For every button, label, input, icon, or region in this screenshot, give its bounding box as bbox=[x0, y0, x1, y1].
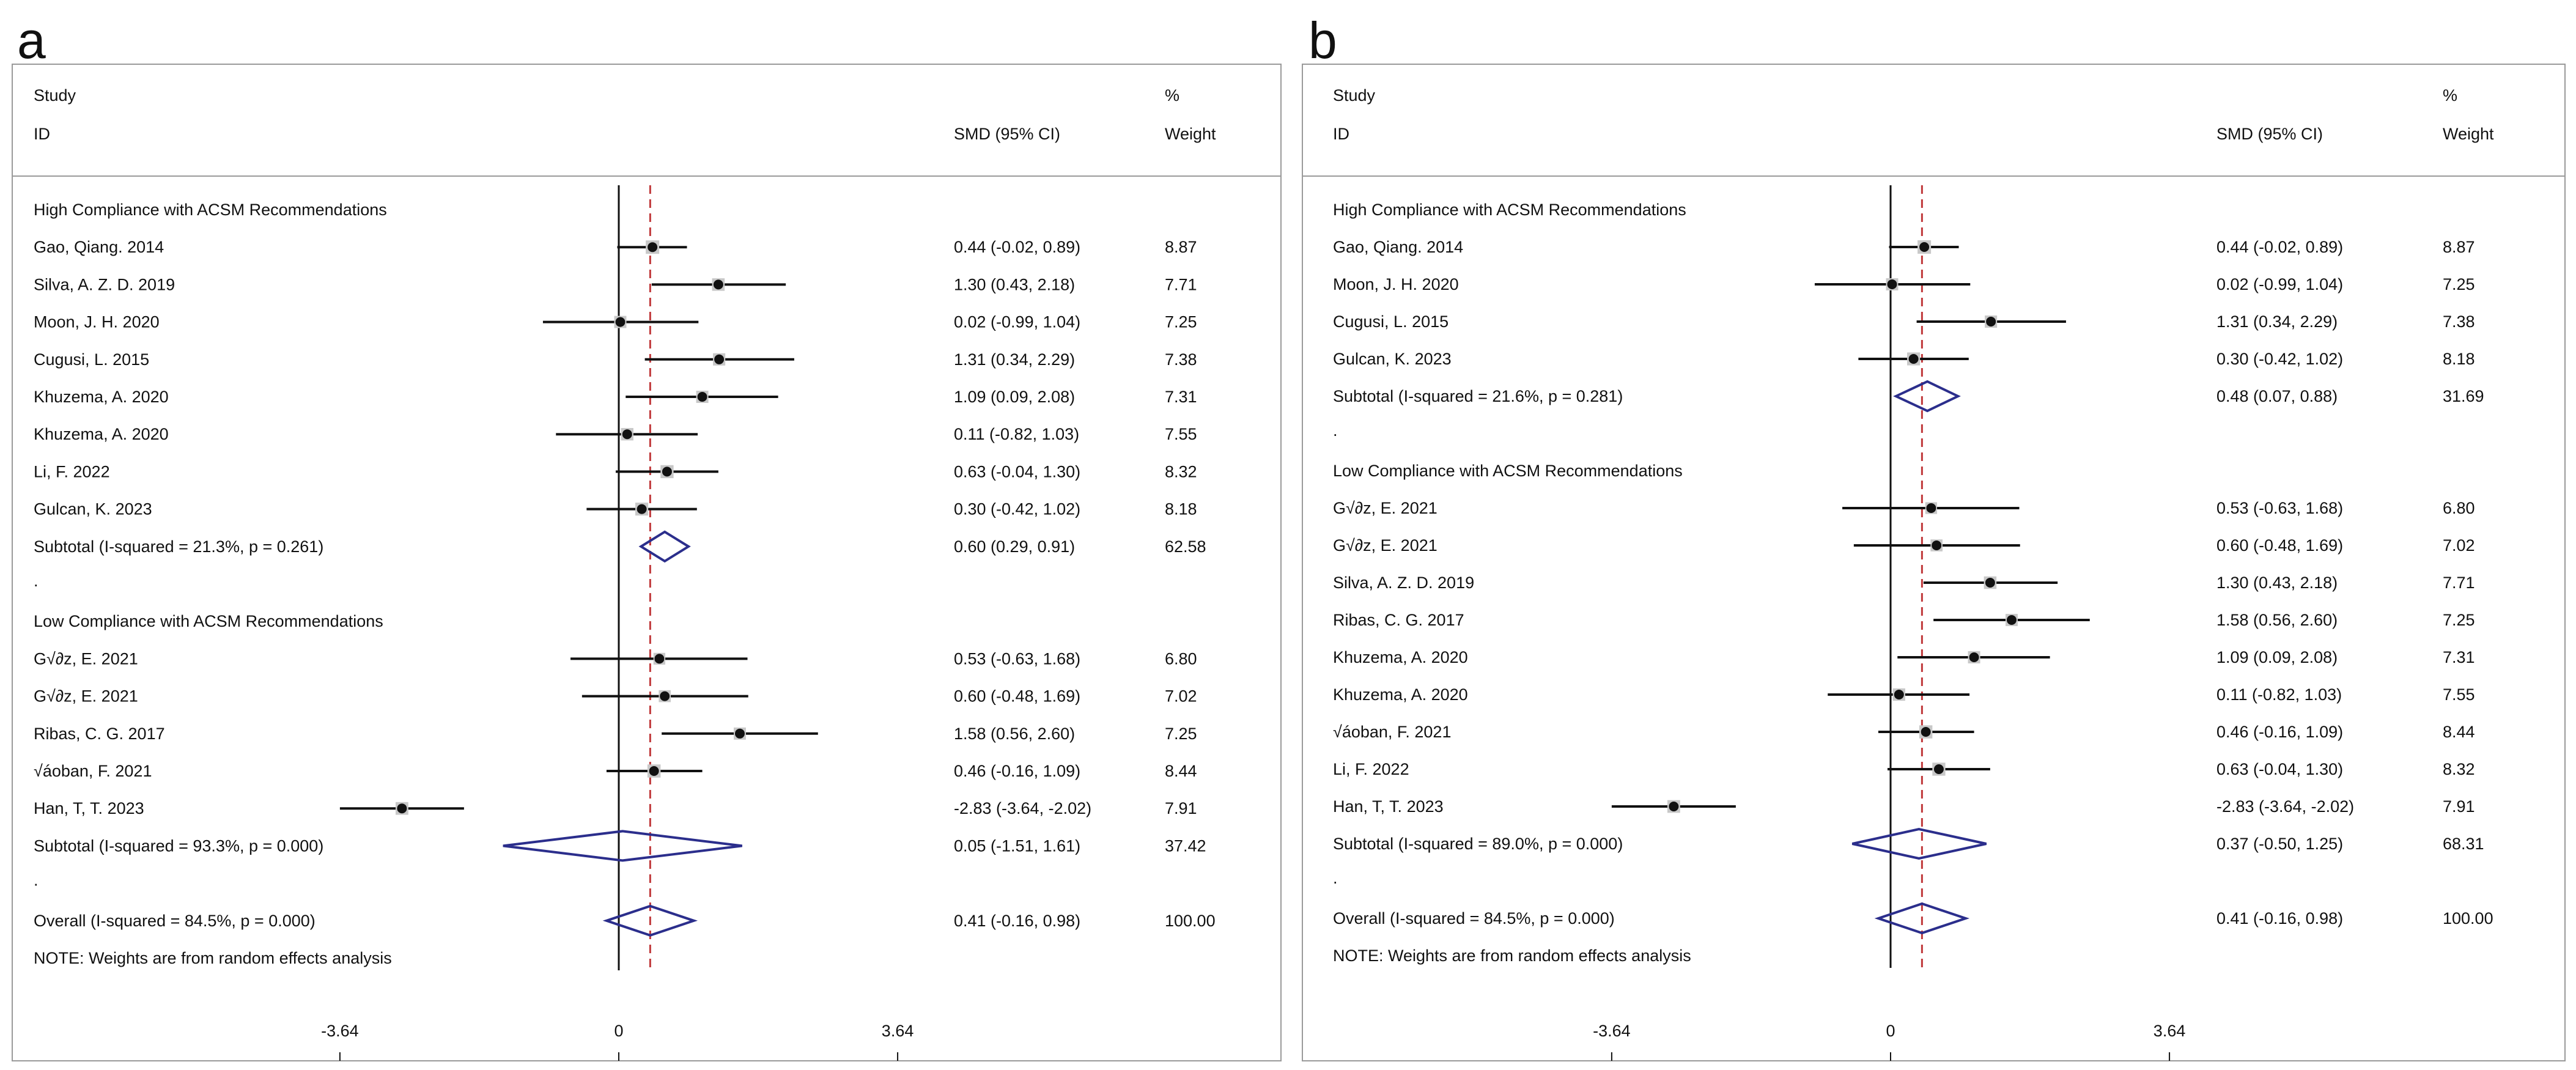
subtotal-weight-text: 62.58 bbox=[1165, 537, 1206, 556]
study-label: Khuzema, A. 2020 bbox=[1333, 685, 1468, 704]
subgroup-heading: High Compliance with ACSM Recommendations bbox=[34, 201, 387, 219]
header-id: ID bbox=[34, 125, 50, 143]
subgroup-heading: Low Compliance with ACSM Recommendations bbox=[34, 612, 383, 631]
study-label: Moon, J. H. 2020 bbox=[34, 312, 160, 331]
point-estimate bbox=[1921, 727, 1931, 737]
point-estimate bbox=[1919, 242, 1929, 252]
weight-text: 8.18 bbox=[1165, 500, 1197, 518]
study-label: G√∂z, E. 2021 bbox=[1333, 536, 1437, 555]
study-label: Gao, Qiang. 2014 bbox=[34, 238, 164, 257]
effect-estimate-text: -2.83 (-3.64, -2.02) bbox=[2216, 797, 2355, 816]
overall-label: Overall (I-squared = 84.5%, p = 0.000) bbox=[1333, 909, 1615, 928]
effect-estimate-text: 1.58 (0.56, 2.60) bbox=[2216, 611, 2338, 629]
point-estimate bbox=[735, 729, 745, 739]
point-estimate bbox=[714, 355, 724, 364]
x-tick-label: 3.64 bbox=[2153, 1022, 2186, 1040]
x-tick-label: 0 bbox=[614, 1022, 624, 1040]
weight-text: 8.44 bbox=[1165, 762, 1197, 780]
subtotal-weight-text: 68.31 bbox=[2443, 835, 2484, 853]
weight-text: 7.31 bbox=[1165, 388, 1197, 406]
study-label: Ribas, C. G. 2017 bbox=[34, 724, 165, 743]
note-text: NOTE: Weights are from random effects analysis bbox=[1333, 946, 1691, 965]
subgroup-heading: High Compliance with ACSM Recommendations bbox=[1333, 201, 1686, 219]
point-estimate bbox=[698, 392, 707, 402]
point-estimate bbox=[1888, 279, 1897, 289]
subtotal-effect-text: 0.60 (0.29, 0.91) bbox=[954, 537, 1076, 556]
effect-estimate-text: 1.58 (0.56, 2.60) bbox=[954, 724, 1076, 743]
weight-text: 7.71 bbox=[2443, 574, 2475, 592]
weight-text: 8.44 bbox=[2443, 723, 2475, 741]
x-tick-label: -3.64 bbox=[321, 1022, 359, 1040]
effect-estimate-text: 0.60 (-0.48, 1.69) bbox=[954, 687, 1081, 706]
header-pct: % bbox=[2443, 86, 2458, 105]
weight-text: 7.31 bbox=[2443, 648, 2475, 666]
weight-text: 8.32 bbox=[2443, 760, 2475, 778]
overall-effect-text: 0.41 (-0.16, 0.98) bbox=[954, 911, 1081, 930]
effect-estimate-text: 1.30 (0.43, 2.18) bbox=[954, 275, 1076, 294]
effect-estimate-text: 0.63 (-0.04, 1.30) bbox=[2216, 760, 2344, 778]
study-label: Li, F. 2022 bbox=[1333, 760, 1409, 778]
study-label: √áoban, F. 2021 bbox=[34, 762, 152, 780]
study-label: Moon, J. H. 2020 bbox=[1333, 275, 1459, 293]
point-estimate bbox=[662, 467, 672, 476]
study-label: Gulcan, K. 2023 bbox=[34, 500, 152, 518]
effect-estimate-text: 0.46 (-0.16, 1.09) bbox=[954, 762, 1081, 780]
x-tick-label: 3.64 bbox=[881, 1022, 914, 1040]
overall-weight-text: 100.00 bbox=[1165, 911, 1216, 930]
panel-label: b bbox=[1308, 12, 1337, 69]
effect-estimate-text: -2.83 (-3.64, -2.02) bbox=[954, 799, 1092, 818]
weight-text: 7.02 bbox=[1165, 687, 1197, 706]
point-estimate bbox=[1986, 317, 1996, 327]
subgroup-heading: Low Compliance with ACSM Recommendations bbox=[1333, 462, 1683, 480]
point-estimate bbox=[397, 803, 407, 813]
effect-estimate-text: 0.44 (-0.02, 0.89) bbox=[2216, 238, 2344, 256]
spacer-dot: . bbox=[34, 871, 39, 890]
header-study: Study bbox=[34, 86, 76, 105]
point-estimate bbox=[637, 504, 647, 514]
study-label: Khuzema, A. 2020 bbox=[1333, 648, 1468, 666]
study-label: Han, T, T. 2023 bbox=[1333, 797, 1444, 816]
overall-effect-text: 0.41 (-0.16, 0.98) bbox=[2216, 909, 2344, 928]
weight-text: 8.32 bbox=[1165, 462, 1197, 481]
effect-estimate-text: 1.31 (0.34, 2.29) bbox=[2216, 312, 2338, 331]
effect-estimate-text: 0.63 (-0.04, 1.30) bbox=[954, 462, 1081, 481]
overall-label: Overall (I-squared = 84.5%, p = 0.000) bbox=[34, 911, 316, 930]
effect-estimate-text: 0.11 (-0.82, 1.03) bbox=[2216, 685, 2342, 704]
point-estimate bbox=[1909, 354, 1919, 364]
point-estimate bbox=[1932, 541, 1941, 550]
weight-text: 7.55 bbox=[2443, 685, 2475, 704]
subtotal-label: Subtotal (I-squared = 93.3%, p = 0.000) bbox=[34, 836, 324, 855]
weight-text: 7.91 bbox=[1165, 799, 1197, 818]
study-label: Cugusi, L. 2015 bbox=[34, 350, 150, 369]
weight-text: 7.02 bbox=[2443, 536, 2475, 555]
study-label: Silva, A. Z. D. 2019 bbox=[34, 275, 175, 294]
weight-text: 7.25 bbox=[1165, 312, 1197, 331]
subtotal-label: Subtotal (I-squared = 21.6%, p = 0.281) bbox=[1333, 387, 1623, 405]
subtotal-weight-text: 37.42 bbox=[1165, 836, 1206, 855]
point-estimate bbox=[714, 279, 723, 289]
effect-estimate-text: 0.11 (-0.82, 1.03) bbox=[954, 425, 1080, 444]
subtotal-label: Subtotal (I-squared = 89.0%, p = 0.000) bbox=[1333, 835, 1623, 853]
effect-estimate-text: 1.31 (0.34, 2.29) bbox=[954, 350, 1076, 369]
weight-text: 8.87 bbox=[2443, 238, 2475, 256]
weight-text: 7.38 bbox=[2443, 312, 2475, 331]
effect-estimate-text: 0.02 (-0.99, 1.04) bbox=[954, 312, 1081, 331]
spacer-dot: . bbox=[34, 572, 39, 590]
spacer-dot: . bbox=[1333, 421, 1338, 440]
weight-text: 8.87 bbox=[1165, 238, 1197, 257]
effect-estimate-text: 0.30 (-0.42, 1.02) bbox=[954, 500, 1081, 518]
effect-estimate-text: 0.60 (-0.48, 1.69) bbox=[2216, 536, 2344, 555]
effect-estimate-text: 1.30 (0.43, 2.18) bbox=[2216, 574, 2338, 592]
study-label: Han, T, T. 2023 bbox=[34, 799, 144, 818]
overall-weight-text: 100.00 bbox=[2443, 909, 2493, 928]
weight-text: 8.18 bbox=[2443, 350, 2475, 368]
effect-estimate-text: 0.46 (-0.16, 1.09) bbox=[2216, 723, 2344, 741]
point-estimate bbox=[622, 429, 632, 439]
study-label: G√∂z, E. 2021 bbox=[1333, 499, 1437, 517]
point-estimate bbox=[2007, 615, 2017, 625]
effect-estimate-text: 0.44 (-0.02, 0.89) bbox=[954, 238, 1081, 257]
x-tick-label: -3.64 bbox=[1593, 1022, 1631, 1040]
weight-text: 6.80 bbox=[2443, 499, 2475, 517]
point-estimate bbox=[1894, 690, 1904, 699]
point-estimate bbox=[660, 692, 670, 701]
study-label: Gao, Qiang. 2014 bbox=[1333, 238, 1464, 256]
effect-estimate-text: 1.09 (0.09, 2.08) bbox=[954, 388, 1076, 406]
header-study: Study bbox=[1333, 86, 1376, 105]
study-label: Silva, A. Z. D. 2019 bbox=[1333, 574, 1475, 592]
weight-text: 7.71 bbox=[1165, 275, 1197, 294]
effect-estimate-text: 1.09 (0.09, 2.08) bbox=[2216, 648, 2338, 666]
point-estimate bbox=[1934, 764, 1944, 774]
weight-text: 7.55 bbox=[1165, 425, 1197, 444]
header-id: ID bbox=[1333, 125, 1349, 143]
effect-estimate-text: 0.30 (-0.42, 1.02) bbox=[2216, 350, 2344, 368]
spacer-dot: . bbox=[1333, 869, 1338, 887]
subtotal-effect-text: 0.05 (-1.51, 1.61) bbox=[954, 836, 1081, 855]
header-weight: Weight bbox=[1165, 125, 1216, 143]
weight-text: 7.25 bbox=[2443, 611, 2475, 629]
point-estimate bbox=[654, 654, 664, 663]
panel-label: a bbox=[17, 12, 46, 69]
weight-text: 7.25 bbox=[1165, 724, 1197, 743]
study-label: Cugusi, L. 2015 bbox=[1333, 312, 1449, 331]
effect-estimate-text: 0.02 (-0.99, 1.04) bbox=[2216, 275, 2344, 293]
subtotal-weight-text: 31.69 bbox=[2443, 387, 2484, 405]
note-text: NOTE: Weights are from random effects analysis bbox=[34, 949, 392, 967]
weight-text: 7.91 bbox=[2443, 797, 2475, 816]
x-tick-label: 0 bbox=[1886, 1022, 1895, 1040]
study-label: G√∂z, E. 2021 bbox=[34, 687, 138, 706]
study-label: G√∂z, E. 2021 bbox=[34, 649, 138, 668]
weight-text: 7.38 bbox=[1165, 350, 1197, 369]
header-effect: SMD (95% CI) bbox=[954, 125, 1061, 143]
point-estimate bbox=[649, 766, 659, 776]
weight-text: 7.25 bbox=[2443, 275, 2475, 293]
effect-estimate-text: 0.53 (-0.63, 1.68) bbox=[2216, 499, 2344, 517]
header-effect: SMD (95% CI) bbox=[2216, 125, 2323, 143]
subtotal-effect-text: 0.48 (0.07, 0.88) bbox=[2216, 387, 2338, 405]
study-label: Khuzema, A. 2020 bbox=[34, 388, 169, 406]
point-estimate bbox=[1969, 652, 1979, 662]
study-label: Khuzema, A. 2020 bbox=[34, 425, 169, 444]
weight-text: 6.80 bbox=[1165, 649, 1197, 668]
study-label: Li, F. 2022 bbox=[34, 462, 110, 481]
study-label: Gulcan, K. 2023 bbox=[1333, 350, 1452, 368]
point-estimate bbox=[1669, 802, 1678, 811]
study-label: √áoban, F. 2021 bbox=[1333, 723, 1452, 741]
point-estimate bbox=[1985, 578, 1995, 588]
header-pct: % bbox=[1165, 86, 1180, 105]
point-estimate bbox=[1926, 503, 1936, 513]
study-label: Ribas, C. G. 2017 bbox=[1333, 611, 1464, 629]
subtotal-label: Subtotal (I-squared = 21.3%, p = 0.261) bbox=[34, 537, 324, 556]
point-estimate bbox=[616, 317, 626, 327]
subtotal-effect-text: 0.37 (-0.50, 1.25) bbox=[2216, 835, 2344, 853]
header-weight: Weight bbox=[2443, 125, 2494, 143]
effect-estimate-text: 0.53 (-0.63, 1.68) bbox=[954, 649, 1081, 668]
point-estimate bbox=[648, 242, 657, 252]
